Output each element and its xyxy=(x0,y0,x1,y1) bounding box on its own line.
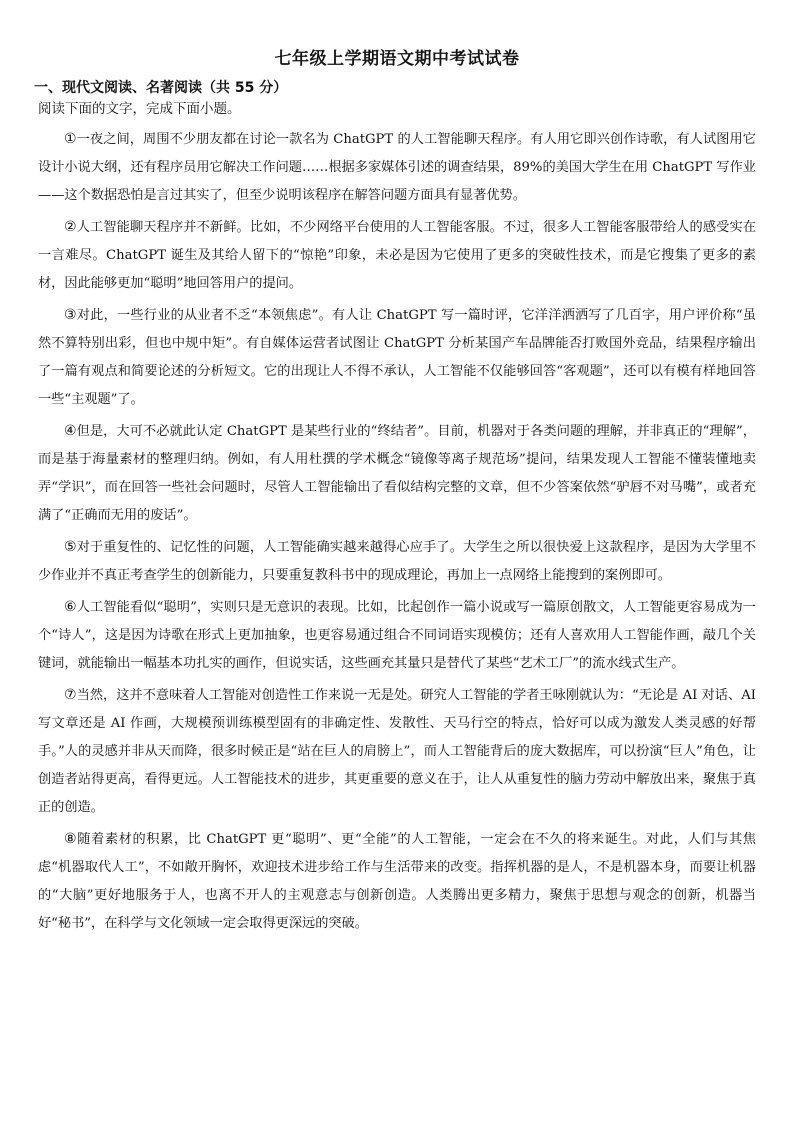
paragraph-number: ⑧ xyxy=(64,831,78,847)
paragraph-7 xyxy=(38,681,756,822)
paragraph-number: ② xyxy=(64,219,77,235)
reading-instruction: 阅读下面的文字，完成下面小题。 xyxy=(38,101,241,117)
paragraph-3 xyxy=(38,301,756,414)
paragraph-2 xyxy=(38,213,756,298)
reading-passage xyxy=(38,125,756,938)
paragraph-text: 对于重复性的、记忆性的问题，人工智能确实越来越得心应手了。大学生之所以很快爱上这款程序，是因为大学里不少作业并不真正考查学生的创新能力，只要重复教科书中的现成理论，再加上一点网络上能搜到的案例即可。 xyxy=(38,540,756,583)
paragraph-number: ④ xyxy=(64,423,77,439)
paragraph-4 xyxy=(38,417,756,530)
paragraph-6 xyxy=(38,593,756,678)
paragraph-text: 一夜之间，周围不少朋友都在讨论一款名为 ChatGPT 的人工智能聊天程序。有人用它即兴创作诗歌，有人试图用它设计小说大纲，还有程序员用它解决工作问题……根据多家媒体引述的调查结果，89%的美国大学生在用 ChatGPT 写作业——这个数据恐怕是言过其实了，但至少说明该程序在解答问题方面具有显著优势。 xyxy=(38,132,756,203)
paragraph-text: 当然，这并不意味着人工智能对创造性工作来说一无是处。研究人工智能的学者王咏刚就认为：“无论是 AI 对话、AI 写文章还是 AI 作画，大规模预训练模型固有的非确定性、发散性、天马行空的特点，恰好可以成为激发人类灵感的好帮手。”人的灵感并非从天而降，很多时候正是“站在巨人的肩膀上”，而人工智能背后的庞大数据库，可以扮演“巨人”角色，让创造者站得更高，看得更远。人工智能技术的进步，其更重要的意义在于，让人从重复性的脑力劳动中解放出来，聚焦于真正的创造。 xyxy=(38,688,756,815)
exam-page xyxy=(34,48,756,941)
section-heading: 一、现代文阅读、名著阅读（共 55 分） xyxy=(34,80,288,96)
paragraph-number: ⑥ xyxy=(64,599,77,615)
paragraph-1 xyxy=(38,125,756,210)
paragraph-text: 人工智能看似“聪明”，实则只是无意识的表现。比如，比起创作一篇小说或写一篇原创散文，人工智能更容易成为一个“诗人”，这是因为诗歌在形式上更加抽象，也更容易通过组合不同词语实现模仿；还有人喜欢用人工智能作画，敲几个关键词，就能输出一幅基本功扎实的画作，但说实话，这些画充其量只是替代了某些“艺术工厂”的流水线式生产。 xyxy=(38,600,756,671)
paragraph-number: ① xyxy=(64,131,77,147)
exam-title: 七年级上学期语文期中考试试卷 xyxy=(274,49,520,69)
paragraph-text: 人工智能聊天程序并不新鲜。比如，不少网络平台使用的人工智能客服。不过，很多人工智能客服带给人的感受实在一言难尽。ChatGPT 诞生及其给人留下的“惊艳”印象，未必是因为它使用了更多的突破性技术，而是它搜集了更多的素材，因此能够更加“聪明”地回答用户的提问。 xyxy=(38,220,756,291)
paragraph-text: 随着素材的积累，比 ChatGPT 更“聪明”、更“全能”的人工智能，一定会在不久的将来诞生。对此，人们与其焦虑“机器取代人工”，不如敞开胸怀，欢迎技术进步给工作与生活带来的改变。指挥机器的是人，不是机器本身，而要让机器的“大脑”更好地服务于人，也离不开人的主观意志与创新创造。人类腾出更多精力，聚焦于思想与观念的创新，机器当好“秘书”，在科学与文化领域一定会取得更深远的突破。 xyxy=(38,832,756,931)
paragraph-5 xyxy=(38,533,756,590)
paragraph-text: 对此，一些行业的从业者不乏“本领焦虑”。有人让 ChatGPT 写一篇时评，它洋洋洒洒写了几百字，用户评价称“虽然不算特别出彩，但也中规中矩”。有自媒体运营者试图让 ChatGPT 分析某国产车品牌能否打败国外竞品，结果程序输出了一篇有观点和简要论述的分析短文。它的出现让人不得不承认，人工智能不仅能够回答“客观题”，还可以有模有样地回答一些“主观题”了。 xyxy=(38,308,756,407)
paragraph-number: ③ xyxy=(64,307,77,323)
paragraph-text: 但是，大可不必就此认定 ChatGPT 是某些行业的“终结者”。目前，机器对于各类问题的理解，并非真正的“理解”，而是基于海量素材的整理归纳。例如，有人用杜撰的学术概念“镜像等离子规范场”提问，结果发现人工智能不懂装懂地卖弄“学识”，而在回答一些社会问题时，尽管人工智能输出了看似结构完整的文章，但不少答案依然“驴唇不对马嘴”，或者充满了“正确而无用的废话”。 xyxy=(38,424,756,523)
paragraph-number: ⑤ xyxy=(64,539,77,555)
paragraph-8 xyxy=(38,825,756,938)
paragraph-number: ⑦ xyxy=(64,687,77,703)
